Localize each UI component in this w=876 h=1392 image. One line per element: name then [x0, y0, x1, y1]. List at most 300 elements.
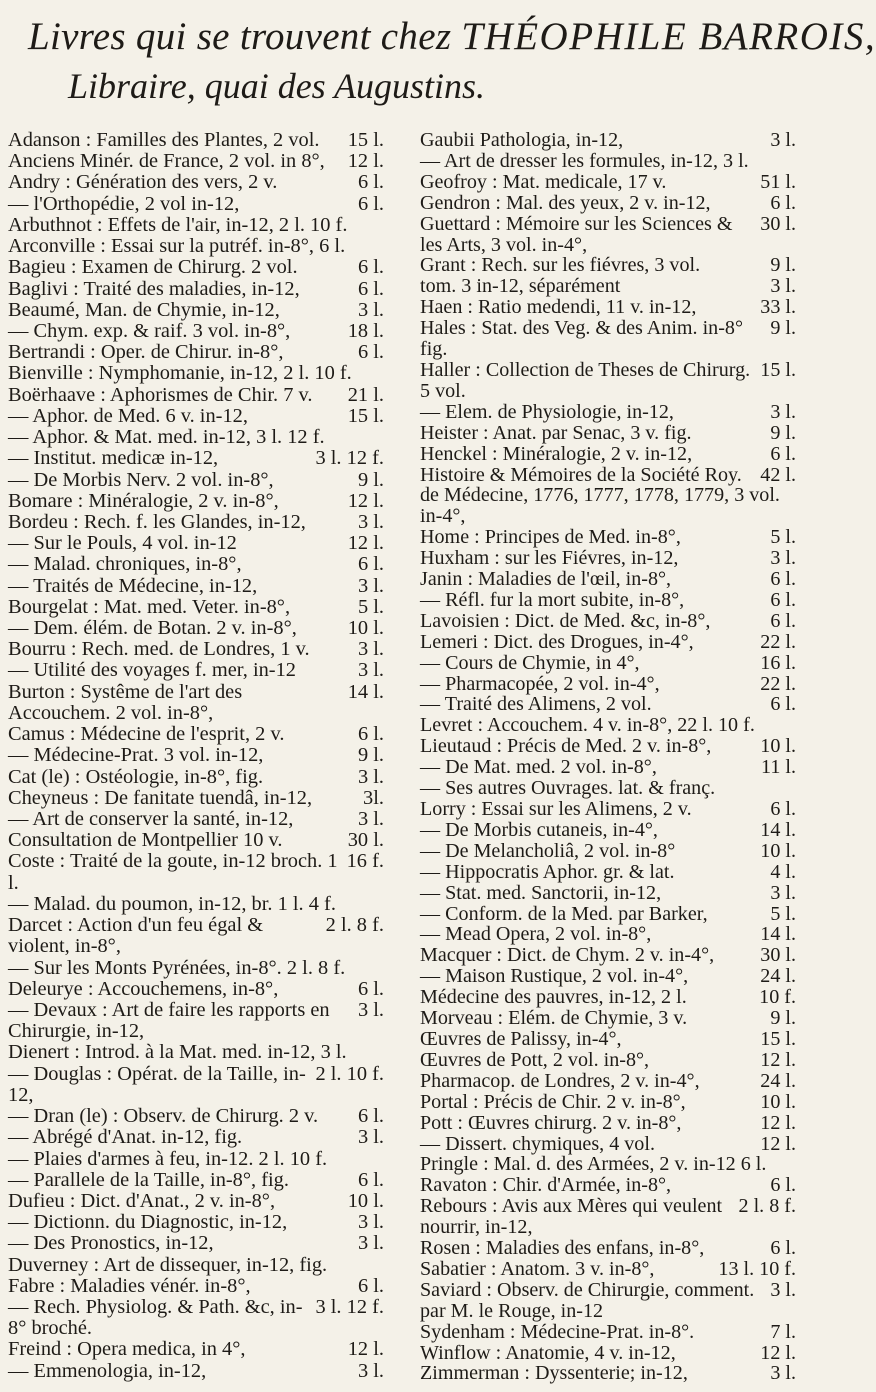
entry-price: 42 l. — [760, 463, 796, 486]
entry-text: — Maison Rustique, 2 vol. in-4°, — [420, 965, 689, 988]
catalogue-entry — [8, 1233, 398, 1254]
entry-text: Gendron : Mal. des yeux, 2 v. in-12, — [420, 191, 711, 214]
entry-price: 10 l. — [760, 735, 796, 758]
entry-price: 3 l. — [770, 547, 796, 570]
catalogue-entry — [8, 1149, 398, 1170]
entry-text: Bordeu : Rech. f. les Glandes, in-12, — [8, 510, 306, 533]
entry-text: tom. 3 in-12, séparément — [420, 275, 621, 298]
entry-price: 9 l. — [357, 468, 384, 491]
entry-price: 6 l. — [357, 1105, 384, 1128]
entry-price: 12 l. — [347, 150, 384, 173]
catalogue-entry — [8, 1064, 398, 1106]
entry-text: Henckel : Minéralogie, 2 v. in-12, — [420, 442, 693, 465]
entry-text: Beaumé, Man. de Chymie, in-12, — [8, 298, 280, 321]
catalogue-entry — [8, 385, 398, 406]
entry-price: 3 l. — [357, 1359, 384, 1382]
catalogue-entry — [8, 745, 398, 766]
entry-text: — Stat. med. Sanctorii, in-12, — [420, 881, 662, 904]
entry-price: 6 l. — [357, 723, 384, 746]
catalogue-entry — [420, 402, 810, 423]
entry-text: Dufieu : Dict. d'Anat., 2 v. in-8°, — [8, 1189, 276, 1212]
entry-text: — Malad. du poumon, in-12, br. 1 l. 4 f. — [8, 892, 336, 915]
entry-text: Freind : Opera medica, in 4°, — [8, 1338, 246, 1361]
entry-text: — De Mat. med. 2 vol. in-8°, — [420, 756, 657, 779]
entry-price: 3 l. — [357, 1211, 384, 1234]
entry-price: 6 l. — [770, 609, 796, 632]
catalogue-entry — [8, 427, 398, 448]
entry-text: — Conform. de la Med. par Barker, — [420, 902, 708, 925]
entry-text: — Art de conserver la santé, in-12, — [8, 808, 294, 830]
catalogue-entry — [420, 674, 810, 695]
catalogue-entry — [8, 236, 398, 257]
entry-text: Consultation de Montpellier 10 v. — [8, 829, 283, 852]
entry-text: Histoire & Mémoires de la Société Roy. de Médecine, 1776, 1777, 1778, 1779, 3 vol. in-4°, — [420, 463, 780, 528]
entry-price: 3 l. 12 f. — [315, 447, 384, 470]
entry-price: 10 l. — [760, 839, 796, 862]
entry-text: Geofroy : Mat. medicale, 17 v. — [420, 170, 667, 193]
catalogue-entry — [8, 1297, 398, 1339]
catalogue-entry — [8, 1170, 398, 1191]
entry-text: Levret : Accouchem. 4 v. in-8°, 22 l. 10 f. — [420, 714, 755, 737]
entry-price: 9 l. — [770, 317, 796, 340]
entry-text: Pott : Œuvres chirurg. 2 v. in-8°, — [420, 1111, 682, 1134]
entry-text: — Utilité des voyages f. mer, in-12 — [8, 659, 296, 682]
entry-price: 2 l. 8 f. — [325, 914, 384, 937]
catalogue-entry — [420, 193, 810, 214]
catalogue-entry — [420, 297, 810, 318]
catalogue-entry — [420, 1238, 810, 1259]
entry-text: Rebours : Avis aux Mères qui veulent nourrir, in-12, — [420, 1195, 723, 1239]
entry-price: 30 l. — [760, 944, 796, 967]
entry-text: Darcet : Action d'un feu égal & violent, in-8°, — [8, 914, 264, 958]
catalogue-entry — [8, 321, 398, 342]
entry-price: 6 l. — [357, 1168, 384, 1191]
entry-text: Grant : Rech. sur les fiévres, 3 vol. — [420, 254, 701, 277]
catalogue-entry — [420, 945, 810, 966]
entry-price: 3 l. — [357, 765, 384, 788]
catalogue-entry — [420, 820, 810, 841]
entry-text: — Cours de Chymie, in 4°, — [420, 651, 640, 674]
entry-text: — Plaies d'armes à feu, in-12. 2 l. 10 f. — [8, 1147, 328, 1170]
catalogue-entry — [420, 862, 810, 883]
catalogue-entry — [420, 255, 810, 276]
catalogue-entry — [420, 1363, 810, 1384]
entry-text: Andry : Génération des vers, 2 v. — [8, 171, 278, 194]
catalogue-entry — [420, 569, 810, 590]
catalogue-entry — [8, 215, 398, 236]
entry-price: 10 l. — [347, 1189, 384, 1212]
entry-text: Huxham : sur les Fiévres, in-12, — [420, 547, 679, 570]
catalogue-entry — [8, 1000, 398, 1042]
catalogue-entry — [420, 1050, 810, 1071]
catalogue-entry — [420, 1154, 810, 1175]
entry-text: Burton : Systême de l'art des Accouchem. 2 vol. in-8°, — [8, 680, 243, 724]
catalogue-entry — [420, 1029, 810, 1050]
entry-text: — Dran (le) : Observ. de Chirurg. 2 v. — [8, 1105, 319, 1128]
entry-text: Rosen : Maladies des enfans, in-8°, — [420, 1237, 705, 1260]
entry-text: Haller : Collection de Theses de Chirurg. 5 vol. — [420, 358, 751, 402]
entry-price: 30 l. — [347, 829, 384, 852]
entry-price: 6 l. — [357, 277, 384, 300]
entry-text: — De Morbis cutaneis, in-4°, — [420, 818, 658, 841]
catalogue-entry — [420, 778, 810, 799]
catalogue-entry — [420, 318, 810, 360]
entry-price: 18 l. — [347, 319, 384, 342]
catalogue-entry — [8, 1191, 398, 1212]
entry-price: 6 l. — [357, 553, 384, 576]
entry-text: Baglivi : Traité des maladies, in-12, — [8, 277, 300, 300]
entry-price: 3 l. — [357, 659, 384, 682]
catalogue-entry — [420, 694, 810, 715]
entry-text: Anciens Minér. de France, 2 vol. in 8°, — [8, 150, 325, 173]
catalogue-entry — [8, 1339, 398, 1360]
catalogue-entry — [420, 172, 810, 193]
entry-text: — Hippocratis Aphor. gr. & lat. — [420, 860, 675, 883]
entry-price: 22 l. — [760, 672, 796, 695]
entry-text: — Dictionn. du Diagnostic, in-12, — [8, 1211, 288, 1234]
catalogue-entry — [420, 924, 810, 945]
entry-price: 10 l. — [760, 1090, 796, 1113]
entry-text: Haen : Ratio medendi, 11 v. in-12, — [420, 296, 697, 319]
entry-price: 15 l. — [347, 129, 384, 151]
entry-price: 15 l. — [347, 404, 384, 427]
catalogue-entry — [8, 915, 398, 957]
entry-price: 6 l. — [770, 1174, 796, 1197]
entry-text: — Institut. medicæ in-12, — [8, 447, 219, 470]
entry-text: Pringle : Mal. d. des Armées, 2 v. in-12 6 l. — [420, 1153, 767, 1176]
catalogue-entry — [8, 300, 398, 321]
catalogue-entry — [420, 1343, 810, 1364]
entry-text: — Dissert. chymiques, 4 vol. — [420, 1132, 655, 1155]
entry-text: — Art de dresser les formules, in-12, 3 l. — [420, 149, 749, 172]
entry-price: 6 l. — [770, 191, 796, 214]
catalogue-entry — [8, 1106, 398, 1127]
entry-text: — Douglas : Opérat. de la Taille, in-12, — [8, 1062, 306, 1106]
entry-text: — Sur le Pouls, 4 vol. in-12 — [8, 532, 237, 555]
entry-text: Fabre : Maladies vénér. in-8°, — [8, 1274, 251, 1297]
entry-price: 10 f. — [759, 986, 796, 1009]
entry-price: 6 l. — [357, 977, 384, 1000]
entry-price: 5 l. — [770, 902, 796, 925]
catalogue-entry — [420, 1280, 810, 1322]
entry-price: 12 l. — [347, 532, 384, 555]
entry-text: — Dem. élém. de Botan. 2 v. in-8°, — [8, 617, 297, 640]
catalogue-entry — [8, 618, 398, 639]
entry-price: 14 l. — [760, 818, 796, 841]
catalogue-entry — [8, 639, 398, 660]
catalogue-entry — [8, 1361, 398, 1382]
catalogue-entry — [8, 342, 398, 363]
catalogue-entry — [8, 151, 398, 172]
entry-price: 24 l. — [760, 965, 796, 988]
entry-text: Bomare : Minéralogie, 2 v. in-8°, — [8, 489, 279, 512]
catalogue-entry — [8, 767, 398, 788]
catalogue-entry — [420, 276, 810, 297]
entry-price: 9 l. — [770, 1007, 796, 1030]
entry-price: 13 l. 10 f. — [718, 1257, 796, 1280]
catalogue-entry — [420, 1175, 810, 1196]
catalogue-entry — [420, 883, 810, 904]
header-prefix: Livres qui se trouvent chez — [28, 15, 452, 58]
catalogue-entry — [420, 736, 810, 757]
entry-price: 3 l. — [770, 275, 796, 298]
catalogue-entry — [8, 172, 398, 193]
entry-text: Bienville : Nymphomanie, in-12, 2 l. 10 f. — [8, 362, 352, 385]
entry-text: Coste : Traité de la goute, in-12 broch. 1 l. — [8, 850, 338, 894]
entry-text: Guettard : Mémoire sur les Sciences & les Arts, 3 vol. in-4°, — [420, 212, 733, 256]
entry-price: 3 l. — [357, 298, 384, 321]
catalogue-entry — [8, 1042, 398, 1063]
entry-text: — Traité des Alimens, 2 vol. — [420, 693, 652, 716]
catalogue-entry — [420, 632, 810, 653]
entry-text: Macquer : Dict. de Chym. 2 v. in-4°, — [420, 944, 715, 967]
entry-text: — Mead Opera, 2 vol. in-8°, — [420, 923, 652, 946]
catalogue-entry — [8, 533, 398, 554]
entry-text: — Médecine-Prat. 3 vol. in-12, — [8, 744, 264, 767]
catalogue-entry — [8, 830, 398, 851]
entry-price: 3 l. — [357, 1126, 384, 1149]
left-column — [8, 130, 398, 1382]
catalogue-entry — [8, 512, 398, 533]
entry-text: — Sur les Monts Pyrénées, in-8°. 2 l. 8 f. — [8, 956, 346, 979]
header-line-1 — [28, 14, 876, 59]
entry-price: 3 l. — [357, 638, 384, 661]
catalogue-entry — [420, 444, 810, 465]
entry-text: Arconville : Essai sur la putréf. in-8°, 6 l. — [8, 235, 346, 258]
entry-price: 6 l. — [357, 192, 384, 215]
catalogue-entry — [420, 1134, 810, 1155]
entry-text: Adanson : Familles des Plantes, 2 vol. — [8, 129, 320, 151]
catalogue-entry — [8, 576, 398, 597]
catalogue-entry — [8, 1276, 398, 1297]
entry-text: Sydenham : Médecine-Prat. in-8°. — [420, 1320, 695, 1343]
catalogue-entry — [8, 682, 398, 724]
entry-text: — Traités de Médecine, in-12, — [8, 574, 258, 597]
entry-text: — Devaux : Art de faire les rapports en Chirurgie, in-12, — [8, 998, 330, 1043]
entry-text: Home : Principes de Med. in-8°, — [420, 526, 681, 549]
entry-price: 12 l. — [760, 1341, 796, 1364]
entry-price: 7 l. — [770, 1320, 796, 1343]
catalogue-entry — [8, 257, 398, 278]
entry-price: 12 l. — [347, 1338, 384, 1361]
catalogue-entry — [8, 470, 398, 491]
entry-price: 6 l. — [770, 693, 796, 716]
entry-price: 15 l. — [760, 358, 796, 381]
catalogue-entry — [420, 527, 810, 548]
catalogue-entry — [420, 360, 810, 402]
catalogue-entry — [420, 987, 810, 1008]
entry-text: Lemeri : Dict. des Drogues, in-4°, — [420, 630, 694, 653]
entry-price: 3 l. — [770, 1278, 796, 1301]
catalogue-entry — [8, 979, 398, 1000]
entry-price: 3 l. — [357, 998, 384, 1021]
entry-price: 3 l. — [357, 808, 384, 830]
catalogue-entry — [8, 194, 398, 215]
publisher-name: THÉOPHILE BARROIS, — [461, 15, 876, 58]
entry-price: 21 l. — [347, 383, 384, 406]
entry-text: Portal : Précis de Chir. 2 v. in-8°, — [420, 1090, 686, 1113]
entry-price: 15 l. — [760, 1027, 796, 1050]
catalogue-entry — [8, 491, 398, 512]
entry-text: Deleurye : Accouchemens, in-8°, — [8, 977, 279, 1000]
entry-text: Cheyneus : De fanitate tuendâ, in-12, — [8, 786, 313, 809]
entry-price: 16 l. — [760, 651, 796, 674]
catalogue-entry — [8, 1255, 398, 1276]
entry-text: — Des Pronostics, in-12, — [8, 1232, 214, 1255]
entry-price: 4 l. — [770, 860, 796, 883]
entry-text: Dienert : Introd. à la Mat. med. in-12, 3 l. — [8, 1041, 347, 1064]
entry-price: 9 l. — [770, 254, 796, 277]
entry-price: 12 l. — [760, 1111, 796, 1134]
entry-text: — Pharmacopée, 2 vol. in-4°, — [420, 672, 660, 695]
entry-price: 33 l. — [760, 296, 796, 319]
entry-text: — Ses autres Ouvrages. lat. & franç. — [420, 777, 716, 800]
entry-price: 3 l. — [770, 400, 796, 423]
entry-text: Sabatier : Anatom. 3 v. in-8°, — [420, 1257, 655, 1280]
catalogue-entry — [8, 894, 398, 915]
entry-price: 11 l. — [761, 756, 796, 779]
catalogue-entry — [8, 597, 398, 618]
catalogue-entry — [8, 448, 398, 469]
catalogue-entry — [420, 1322, 810, 1343]
entry-text: Zimmerman : Dyssenterie; in-12, — [420, 1362, 688, 1385]
entry-price: 30 l. — [760, 212, 796, 235]
catalogue-entry — [8, 660, 398, 681]
catalogue-entry — [420, 151, 810, 172]
entry-text: — Aphor. & Mat. med. in-12, 3 l. 12 f. — [8, 426, 325, 449]
catalogue-entry — [8, 363, 398, 384]
catalogue-entry — [8, 724, 398, 745]
entry-price: 24 l. — [760, 1069, 796, 1092]
entry-text: — Parallele de la Taille, in-8°, fig. — [8, 1168, 289, 1191]
catalogue-entry — [420, 653, 810, 674]
header-line-2: Libraire, quai des Augustins. — [68, 66, 486, 106]
entry-text: Janin : Maladies de l'œil, in-8°, — [420, 568, 672, 591]
entry-price: 12 l. — [347, 489, 384, 512]
entry-text: Arbuthnot : Effets de l'air, in-12, 2 l. 10 f. — [8, 213, 348, 236]
catalogue-entry — [8, 788, 398, 809]
catalogue-entry — [420, 214, 810, 256]
entry-text: Œuvres de Pott, 2 vol. in-8°, — [420, 1048, 650, 1071]
entry-price: 6 l. — [770, 588, 796, 611]
catalogue-entry — [8, 130, 398, 151]
catalogue-entry — [420, 1008, 810, 1029]
entry-text: — Malad. chroniques, in-8°, — [8, 553, 242, 576]
entry-text: Pharmacop. de Londres, 2 v. in-4°, — [420, 1069, 700, 1092]
entry-text: — Réfl. fur la mort subite, in-8°, — [420, 588, 685, 611]
entry-price: 14 l. — [760, 923, 796, 946]
entry-text: — Chym. exp. & raif. 3 vol. in-8°, — [8, 319, 291, 342]
entry-text: Bourgelat : Mat. med. Veter. in-8°, — [8, 595, 291, 618]
entry-price: 9 l. — [770, 421, 796, 444]
entry-price: 3l. — [363, 786, 384, 809]
entry-text: Bourru : Rech. med. de Londres, 1 v. — [8, 638, 310, 661]
entry-text: — De Morbis Nerv. 2 vol. in-8°, — [8, 468, 274, 491]
entry-price: 3 l. 12 f. — [315, 1296, 384, 1319]
catalogue-entry — [8, 1212, 398, 1233]
catalogue-entry — [420, 841, 810, 862]
entry-price: 51 l. — [760, 170, 796, 193]
catalogue-entry — [420, 904, 810, 925]
catalogue-entry — [420, 130, 810, 151]
catalogue-entry — [420, 799, 810, 820]
page-header — [0, 0, 876, 115]
entry-price: 6 l. — [357, 1274, 384, 1297]
entry-price: 3 l. — [357, 1232, 384, 1255]
entry-text: Lieutaud : Précis de Med. 2 v. in-8°, — [420, 735, 712, 758]
catalogue-entry — [420, 1196, 810, 1238]
entry-text: Boërhaave : Aphorismes de Chir. 7 v. — [8, 383, 313, 406]
catalogue-entry — [420, 1071, 810, 1092]
catalogue-entry — [8, 1127, 398, 1148]
entry-price: 5 l. — [357, 595, 384, 618]
entry-price: 5 l. — [770, 526, 796, 549]
entry-text: Morveau : Elém. de Chymie, 3 v. — [420, 1007, 688, 1030]
entry-price: 6 l. — [357, 256, 384, 279]
catalogue-entry — [420, 611, 810, 632]
entry-text: Médecine des pauvres, in-12, 2 l. — [420, 986, 687, 1009]
entry-price: 14 l. — [347, 680, 384, 703]
entry-text: Hales : Stat. des Veg. & des Anim. in-8° fig. — [420, 317, 743, 361]
entry-text: Winflow : Anatomie, 4 v. in-12, — [420, 1341, 676, 1364]
entry-text: — Rech. Physiolog. & Path. &c, in-8° broché. — [8, 1296, 303, 1340]
entry-text: Cat (le) : Ostéologie, in-8°, fig. — [8, 765, 264, 788]
catalogue-entry — [8, 958, 398, 979]
entry-text: — Aphor. de Med. 6 v. in-12, — [8, 404, 248, 427]
entry-price: 6 l. — [770, 568, 796, 591]
catalogue-entry — [8, 851, 398, 893]
entry-text: Camus : Médecine de l'esprit, 2 v. — [8, 723, 285, 746]
catalogue-entry — [420, 423, 810, 444]
entry-text: Bertrandi : Oper. de Chirur. in-8°, — [8, 341, 284, 364]
entry-text: Lavoisien : Dict. de Med. &c, in-8°, — [420, 609, 711, 632]
catalogue-entry — [8, 279, 398, 300]
entry-text: — Emmenologia, in-12, — [8, 1359, 207, 1382]
catalogue-entry — [8, 406, 398, 427]
catalogue-entry — [420, 548, 810, 569]
entry-price: 6 l. — [357, 341, 384, 364]
entry-text: Lorry : Essai sur les Alimens, 2 v. — [420, 798, 692, 820]
catalogue-entry — [420, 966, 810, 987]
entry-text: — l'Orthopédie, 2 vol in-12, — [8, 192, 240, 215]
catalogue-entry — [8, 554, 398, 575]
entry-price: 6 l. — [770, 442, 796, 465]
entry-text: Heister : Anat. par Senac, 3 v. fig. — [420, 421, 692, 444]
entry-text: Bagieu : Examen de Chirurg. 2 vol. — [8, 256, 298, 279]
entry-price: 3 l. — [357, 574, 384, 597]
entry-price: 3 l. — [770, 1362, 796, 1385]
entry-price: 9 l. — [357, 744, 384, 767]
entry-price: 12 l. — [760, 1132, 796, 1155]
right-column — [420, 130, 810, 1384]
entry-price: 22 l. — [760, 630, 796, 653]
catalogue-entry — [420, 590, 810, 611]
entry-text: Duverney : Art de dissequer, in-12, fig. — [8, 1253, 328, 1276]
entry-text: Gaubii Pathologia, in-12, — [420, 129, 624, 151]
entry-price: 6 l. — [357, 171, 384, 194]
entry-price: 16 f. — [346, 850, 384, 873]
catalogue-entry — [420, 1113, 810, 1134]
entry-price: 10 l. — [347, 617, 384, 640]
catalogue-entry — [420, 757, 810, 778]
entry-price: 3 l. — [770, 129, 796, 151]
entry-price: 3 l. — [770, 881, 796, 904]
entry-text: — Elem. de Physiologie, in-12, — [420, 400, 674, 423]
entry-price: 6 l. — [770, 798, 796, 820]
entry-price: 3 l. — [357, 510, 384, 533]
catalogue-entry — [420, 1092, 810, 1113]
entry-price: 12 l. — [760, 1048, 796, 1071]
